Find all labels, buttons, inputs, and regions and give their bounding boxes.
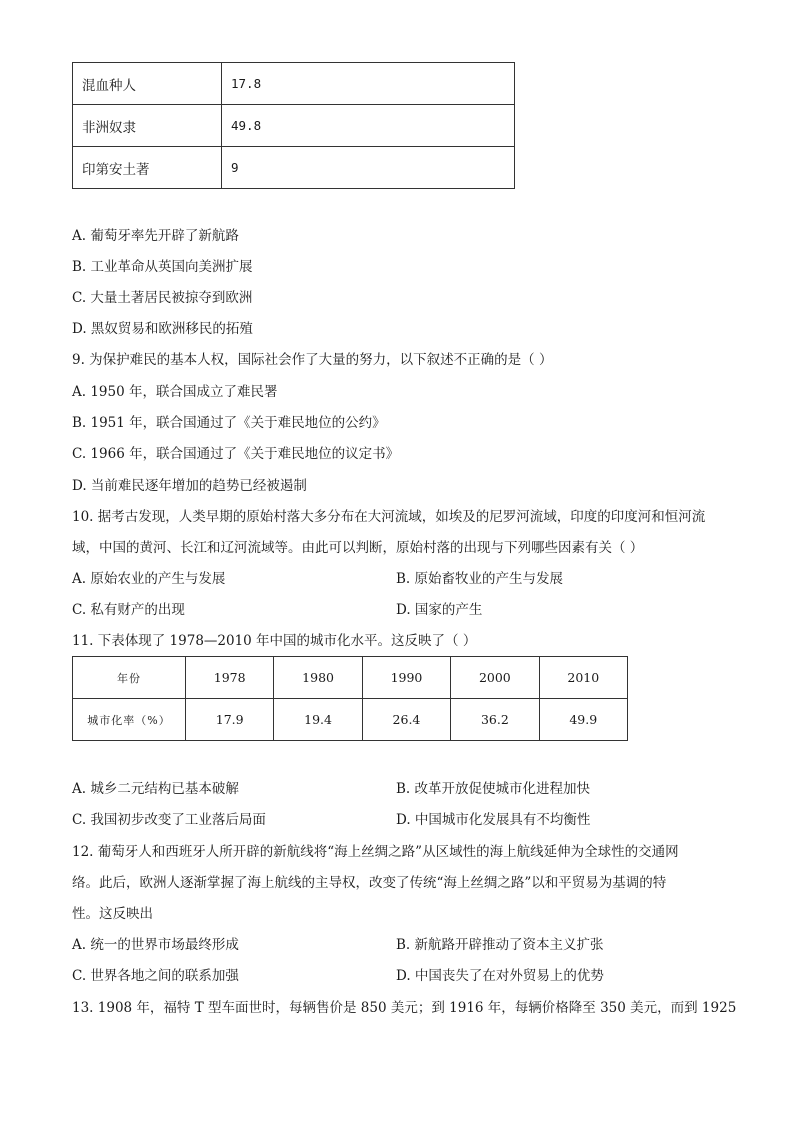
q8-option-c: C. 大量土著居民被掠夺到欧洲	[72, 290, 253, 306]
table-header-cell: 城市化率（%）	[73, 699, 186, 741]
table-row	[73, 147, 515, 189]
q10-option-d: D. 国家的产生	[396, 602, 483, 618]
q12-option-d: D. 中国丧失了在对外贸易上的优势	[396, 968, 604, 984]
q12-option-b: B. 新航路开辟推动了资本主义扩张	[396, 937, 604, 953]
table-cell: 印第安土著	[73, 147, 222, 189]
q10-stem-line1: 10. 据考古发现，人类早期的原始村落大多分布在大河流域，如埃及的尼罗河流域，印度的印度河和恒河流	[72, 509, 706, 525]
q8-option-a: A. 葡萄牙率先开辟了新航路	[72, 228, 239, 244]
table-cell: 26.4	[362, 699, 450, 741]
q8-option-b: B. 工业革命从英国向美洲扩展	[72, 259, 253, 275]
table-row	[73, 657, 628, 699]
q12-stem-line2: 络。此后，欧洲人逐渐掌握了海上航线的主导权，改变了传统“海上丝绸之路”以和平贸易为基调的特	[72, 875, 667, 891]
q12-option-c: C. 世界各地之间的联系加强	[72, 968, 239, 984]
table-cell: 36.2	[451, 699, 539, 741]
q9-option-d: D. 当前难民逐年增加的趋势已经被遏制	[72, 478, 307, 494]
q10-option-b: B. 原始畜牧业的产生与发展	[396, 571, 564, 587]
table-cell: 17.9	[186, 699, 274, 741]
q8-option-d: D. 黑奴贸易和欧洲移民的拓殖	[72, 321, 253, 337]
table-cell: 非洲奴隶	[73, 105, 222, 147]
q11-option-d: D. 中国城市化发展具有不均衡性	[396, 812, 591, 828]
q13-stem-line1: 13. 1908 年，福特 T 型车面世时，每辆售价是 850 美元；到 1916 年，每辆价格降至 350 美元，而到 1925	[72, 1000, 737, 1016]
q11-stem: 11. 下表体现了 1978—2010 年中国的城市化水平。这反映了（ ）	[72, 633, 477, 649]
q9-option-b: B. 1951 年，联合国通过了《关于难民地位的公约》	[72, 415, 386, 431]
q9-stem: 9. 为保护难民的基本人权，国际社会作了大量的努力，以下叙述不正确的是（ ）	[72, 352, 553, 368]
q12-stem-line3: 性。这反映出	[72, 906, 153, 922]
table-cell: 17.8	[222, 63, 515, 105]
q11-option-a: A. 城乡二元结构已基本破解	[72, 781, 239, 797]
table-cell: 49.9	[539, 699, 627, 741]
table-cell: 9	[222, 147, 515, 189]
table-cell: 19.4	[274, 699, 362, 741]
table-cell: 1978	[186, 657, 274, 699]
table-cell: 1990	[362, 657, 450, 699]
table-row	[73, 63, 515, 105]
table-header-cell: 年份	[73, 657, 186, 699]
table-row	[73, 699, 628, 741]
q11-option-b: B. 改革开放促使城市化进程加快	[396, 781, 591, 797]
urbanization-table	[72, 656, 628, 741]
q11-option-c: C. 我国初步改变了工业落后局面	[72, 812, 266, 828]
q10-stem-line2: 域，中国的黄河、长江和辽河流域等。由此可以判断，原始村落的出现与下列哪些因素有关（ ）	[72, 540, 644, 556]
q9-option-a: A. 1950 年，联合国成立了难民署	[72, 384, 278, 400]
q12-option-a: A. 统一的世界市场最终形成	[72, 937, 239, 953]
q9-option-c: C. 1966 年，联合国通过了《关于难民地位的议定书》	[72, 446, 400, 462]
q12-stem-line1: 12. 葡萄牙人和西班牙人所开辟的新航线将“海上丝绸之路”从区域性的海上航线延伸为全球性的交通网	[72, 844, 679, 860]
q10-option-a: A. 原始农业的产生与发展	[72, 571, 226, 587]
table-row	[73, 105, 515, 147]
population-table	[72, 62, 515, 189]
table-cell: 混血种人	[73, 63, 222, 105]
table-cell: 49.8	[222, 105, 515, 147]
table-cell: 1980	[274, 657, 362, 699]
table-cell: 2000	[451, 657, 539, 699]
table-cell: 2010	[539, 657, 627, 699]
q10-option-c: C. 私有财产的出现	[72, 602, 185, 618]
